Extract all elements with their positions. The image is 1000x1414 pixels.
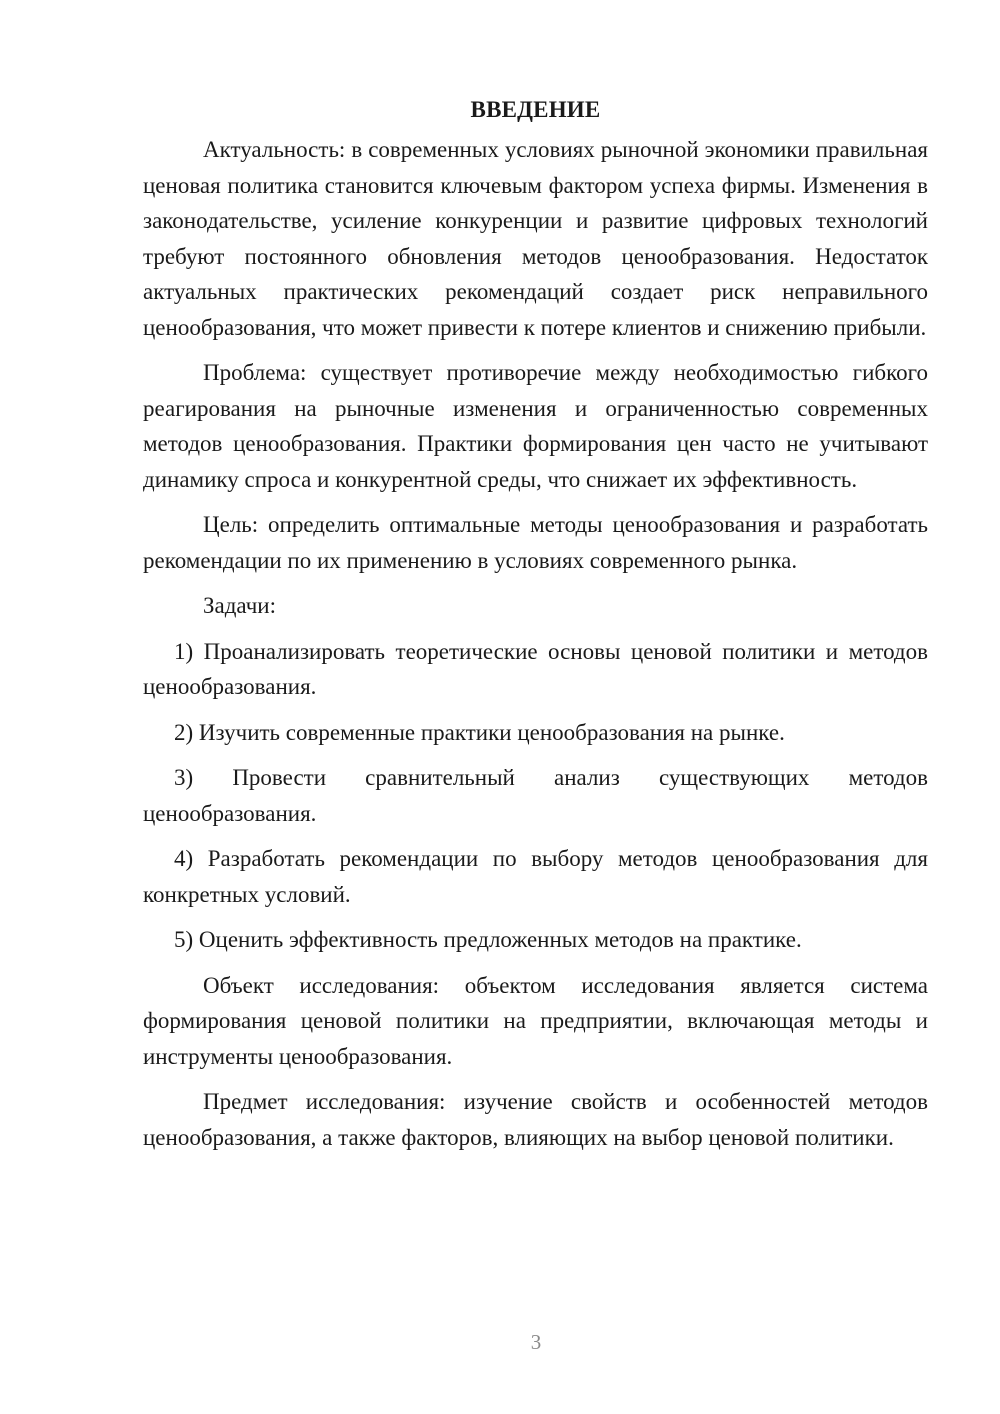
task-item-5: 5) Оценить эффективность предложенных методов на практике. xyxy=(174,927,802,952)
section-title: ВВЕДЕНИЕ xyxy=(470,97,601,122)
document-page xyxy=(143,92,928,1165)
paragraph-goal: Цель: определить оптимальные методы ценообразования и разработать рекомендации по их применению в условиях современного рынка. xyxy=(143,512,928,573)
task-item-4: 4) Разработать рекомендации по выбору методов ценообразования для конкретных условий. xyxy=(143,846,928,907)
task-item-2: 2) Изучить современные практики ценообразования на рынке. xyxy=(174,719,785,745)
paragraph-relevance: Актуальность: в современных условиях рыночной экономики правильная ценовая политика становится ключевым фактором успеха фирмы. Изменения в законодательстве, усиление конкуренции и развитие цифровых технологий требуют постоянного обновления методов ценообразования. Недостаток актуальных практических рекомендаций создает риск неправильного ценообразования, что может привести к потере клиентов и снижению прибыли. xyxy=(143,137,928,340)
page-number: 3 xyxy=(530,1330,542,1354)
paragraph-object: Объект исследования: объектом исследования является система формирования ценовой политики на предприятии, включающая методы и инструменты ценообразования. xyxy=(143,972,928,1069)
task-item-3: 3) Провести сравнительный анализ существующих методов ценообразования. xyxy=(143,765,928,826)
tasks-heading: Задачи: xyxy=(203,593,276,618)
paragraph-problem: Проблема: существует противоречие между необходимостью гибкого реагирования на рыночные изменения и ограниченностью современных методов ценообразования. Практики формирования цен часто не учитывают динамику спроса и конкурентной среды, что снижает их эффективность. xyxy=(143,360,928,492)
task-item-1: 1) Проанализировать теоретические основы ценовой политики и методов ценообразования. xyxy=(143,638,928,699)
paragraph-subject: Предмет исследования: изучение свойств и особенностей методов ценообразования, а также факторов, влияющих на выбор ценовой политики. xyxy=(143,1089,928,1150)
